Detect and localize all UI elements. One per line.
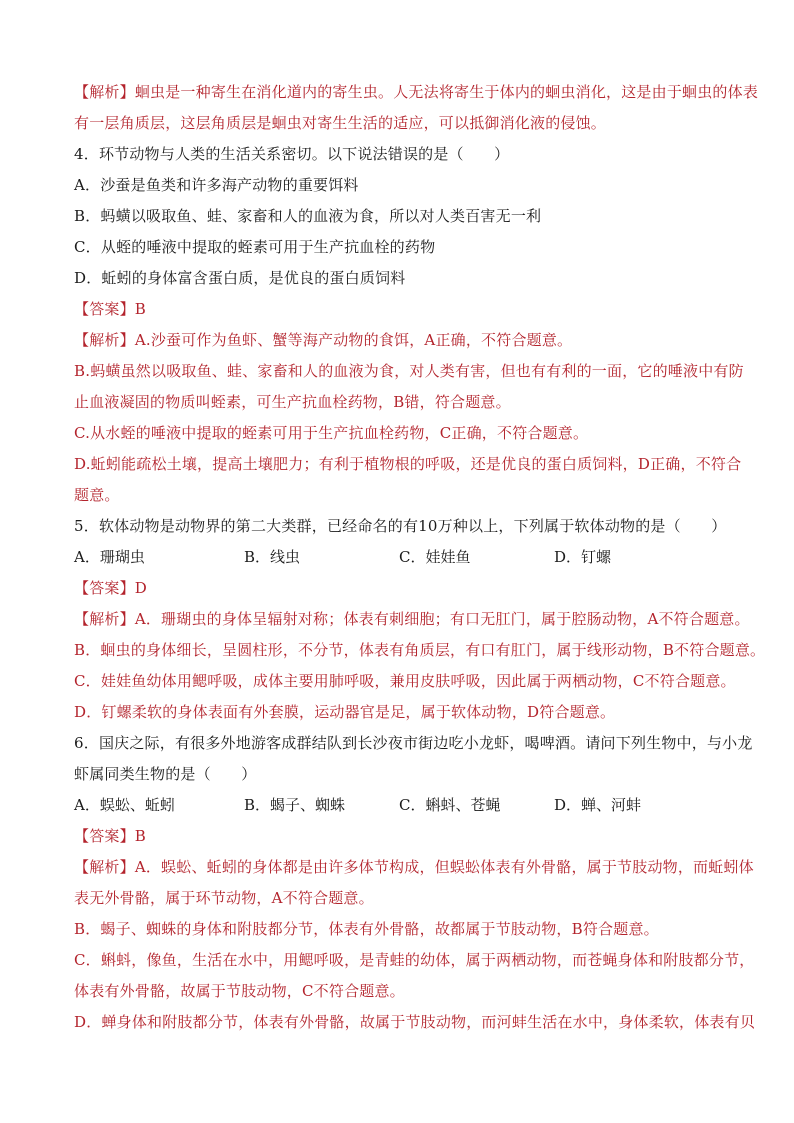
question-4-option-c: C．从蛭的唾液中提取的蛭素可用于生产抗血栓的药物 — [74, 238, 436, 256]
explanation-text: A．蜈蚣、蚯蚓的身体都是由许多体节构成，但蜈蚣体表有外骨骼，属于节肢动物，而蚯蚓体 — [134, 858, 754, 876]
explanation-line: D.蚯蚓能疏松土壤，提高土壤肥力；有利于植物根的呼吸，还是优良的蛋白质饲料，D正确，不符合 — [74, 455, 742, 473]
explanation-line: 体表有外骨骼，故属于节肢动物，C不符合题意。 — [74, 982, 405, 1000]
question-4-option-b: B．蚂蟥以吸取鱼、蛙、家畜和人的血液为食，所以对人类百害无一利 — [74, 207, 542, 225]
explanation-line: C．娃娃鱼幼体用鳃呼吸，成体主要用肺呼吸，兼用皮肤呼吸，因此属于两栖动物，C不符合题意。 — [74, 672, 736, 690]
question-6-option-b: B．蝎子、蜘蛛 — [244, 796, 346, 814]
question-5-option-c: C．娃娃鱼 — [399, 548, 471, 566]
explanation-line: 表无外骨骼，属于环节动物，A不符合题意。 — [74, 889, 374, 907]
explanation-tag: 【解析】 — [74, 858, 135, 876]
question-4-option-a: A．沙蚕是鱼类和许多海产动物的重要饵料 — [74, 176, 359, 194]
explanation-line: B．蝎子、蜘蛛的身体和附肢都分节，体表有外骨骼，故都属于节肢动物，B符合题意。 — [74, 920, 659, 938]
explanation-line — [74, 609, 750, 629]
question-6-stem-cont: 虾属同类生物的是（ ） — [74, 765, 257, 783]
question-6-option-c: C．蝌蚪、苍蝇 — [399, 796, 501, 814]
explanation-line: C.从水蛭的唾液中提取的蛭素可用于生产抗血栓药物，C正确，不符合题意。 — [74, 424, 589, 442]
question-5-stem: 5．软体动物是动物界的第二大类群，已经命名的有10万种以上，下列属于软体动物的是（ ） — [74, 517, 727, 535]
explanation-line — [74, 330, 734, 350]
explanation-tag: 【解析】 — [74, 83, 135, 101]
question-4-answer: 【答案】B — [74, 300, 147, 318]
question-6-answer: 【答案】B — [74, 827, 147, 845]
question-5-option-a: A．珊瑚虫 — [74, 548, 145, 566]
explanation-text: 蛔虫是一种寄生在消化道内的寄生虫。人无法将寄生于体内的蛔虫消化，这是由于蛔虫的体表 — [134, 83, 759, 101]
explanation-line: 题意。 — [74, 486, 120, 504]
explanation-tag: 【解析】 — [74, 331, 135, 349]
explanation-tag: 【解析】 — [74, 610, 135, 628]
question-4-option-d: D．蚯蚓的身体富含蛋白质，是优良的蛋白质饲料 — [74, 269, 406, 287]
explanation-line — [74, 82, 759, 102]
explanation-line: C．蝌蚪，像鱼，生活在水中，用鳃呼吸，是青蛙的幼体，属于两栖动物，而苍蝇身体和附肢都分节， — [74, 951, 755, 969]
explanation-line: B．蛔虫的身体细长，呈圆柱形，不分节，体表有角质层，有口有肛门，属于线形动物，B不符合题意。 — [74, 641, 766, 659]
explanation-line: D．钉螺柔软的身体表面有外套膜，运动器官是足，属于软体动物，D符合题意。 — [74, 703, 616, 721]
explanation-text: A．珊瑚虫的身体呈辐射对称；体表有刺细胞；有口无肛门，属于腔肠动物，A不符合题意。 — [134, 610, 750, 628]
explanation-line: B.蚂蟥虽然以吸取鱼、蛙、家畜和人的血液为食，对人类有害，但也有有利的一面，它的唾液中有防 — [74, 362, 744, 380]
explanation-line: 止血液凝固的物质叫蛭素，可生产抗血栓药物，B错，符合题意。 — [74, 393, 511, 411]
explanation-line: D．蝉身体和附肢都分节，体表有外骨骼，故属于节肢动物，而河蚌生活在水中，身体柔软，体表有贝 — [74, 1013, 756, 1031]
explanation-line — [74, 857, 754, 877]
question-6-stem: 6．国庆之际，有很多外地游客成群结队到长沙夜市街边吃小龙虾，喝啤酒。请问下列生物中，与小龙 — [74, 734, 753, 752]
question-5-option-d: D．钉螺 — [554, 548, 612, 566]
explanation-line: 有一层角质层，这层角质层是蛔虫对寄生生活的适应，可以抵御消化液的侵蚀。 — [74, 114, 607, 132]
explanation-text: A.沙蚕可作为鱼虾、蟹等海产动物的食饵，A正确，不符合题意。 — [134, 331, 573, 349]
question-6-option-d: D．蝉、河蚌 — [554, 796, 642, 814]
question-5-option-b: B．线虫 — [244, 548, 301, 566]
question-4-stem: 4．环节动物与人类的生活关系密切。以下说法错误的是（ ） — [74, 145, 510, 163]
question-5-answer: 【答案】D — [74, 579, 148, 597]
question-6-option-a: A．蜈蚣、蚯蚓 — [74, 796, 175, 814]
